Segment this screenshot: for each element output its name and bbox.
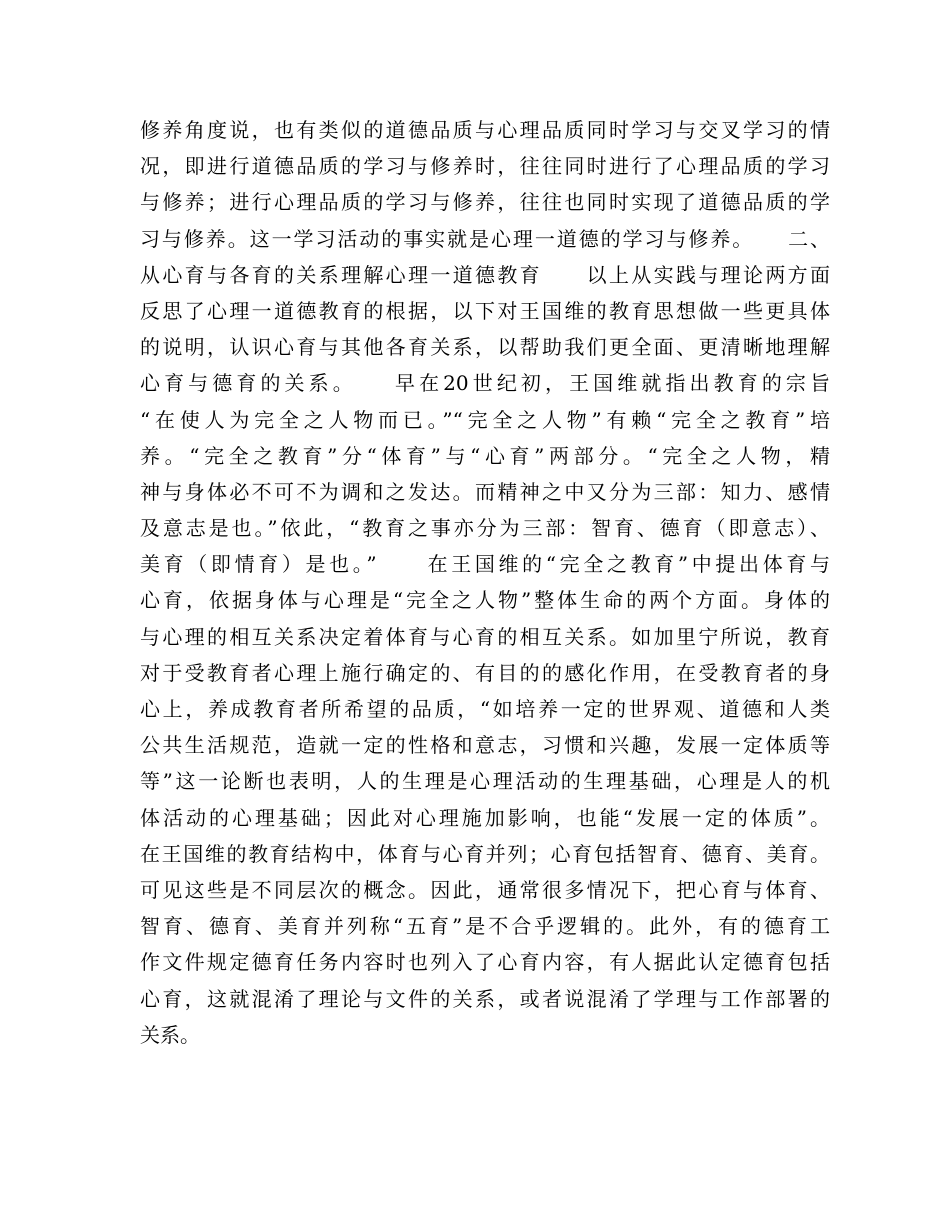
body-text	[140, 112, 830, 1053]
text-line: 与修养；进行心理品质的学习与修养，往往也同时实现了道德品质的学	[140, 190, 830, 215]
text-line: 与心理的相互关系决定着体育与心育的相互关系。如加里宁所说，教育	[140, 624, 830, 649]
text-line: 反思了心理一道德教育的根据，以下对王国维的教育思想做一些更具体	[140, 298, 830, 323]
text-line: 心育，依据身体与心理是“完全之人物”整体生命的两个方面。身体的	[140, 588, 830, 613]
text-line: 心上，养成教育者所希望的品质，“如培养一定的世界观、道德和人类	[140, 697, 830, 721]
text-line: 况，即进行道德品质的学习与修养时，往往同时进行了心理品质的学习	[140, 154, 830, 179]
text-line: 心育与德育的关系。 早在20世纪初，王国维就指出教育的宗旨	[140, 371, 830, 396]
text-line: 及意志是也。”依此，“教育之事亦分为三部：智育、德育（即意志）、	[140, 516, 830, 541]
text-line: 可见这些是不同层次的概念。因此，通常很多情况下，把心育与体育、	[140, 877, 830, 902]
text-line: 在王国维的教育结构中，体育与心育并列；心育包括智育、德育、美育。	[140, 841, 830, 866]
text-line: 美育（即情育）是也。” 在王国维的“完全之教育”中提出体育与	[140, 552, 830, 577]
text-line: 对于受教育者心理上施行确定的、有目的的感化作用，在受教育者的身	[140, 660, 830, 685]
text-line: 的说明，认识心育与其他各育关系，以帮助我们更全面、更清晰地理解	[140, 335, 830, 360]
text-line: 习与修养。这一学习活动的事实就是心理一道德的学习与修养。 二、	[140, 226, 830, 251]
text-line: 作文件规定德育任务内容时也列入了心育内容，有人据此认定德育包括	[140, 950, 830, 975]
text-line: 从心育与各育的关系理解心理一道德教育 以上从实践与理论两方面	[140, 262, 830, 287]
text-line: 修养角度说，也有类似的道德品质与心理品质同时学习与交叉学习的情	[140, 118, 830, 142]
text-line: 养。“完全之教育”分“体育”与“心育”两部分。“完全之人物，精	[140, 443, 830, 468]
text-line: “在使人为完全之人物而已。”“完全之人物”有赖“完全之教育”培	[140, 407, 830, 432]
text-line: 公共生活规范，造就一定的性格和意志，习惯和兴趣，发展一定体质等	[140, 733, 830, 758]
text-line: 体活动的心理基础；因此对心理施加影响，也能“发展一定的体质”。	[140, 805, 830, 830]
text-line: 智育、德育、美育并列称“五育”是不合乎逻辑的。此外，有的德育工	[140, 914, 830, 939]
text-line: 关系。	[140, 1022, 200, 1047]
text-line: 心育，这就混淆了理论与文件的关系，或者说混淆了学理与工作部署的	[140, 986, 830, 1011]
text-line: 等”这一论断也表明，人的生理是心理活动的生理基础，心理是人的机	[140, 769, 830, 794]
text-line: 神与身体必不可不为调和之发达。而精神之中又分为三部：知力、感情	[140, 479, 830, 504]
